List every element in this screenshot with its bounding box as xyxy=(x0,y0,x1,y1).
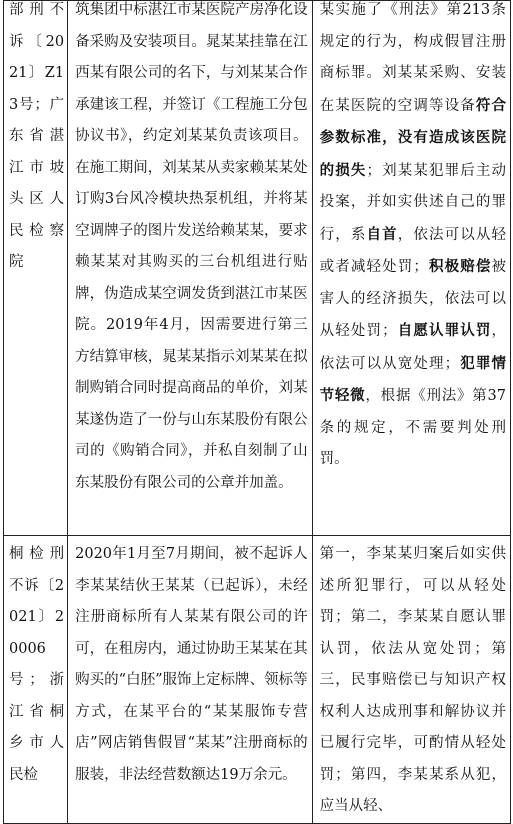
non-prosecution-reason-cell xyxy=(312,1,510,536)
case-number-text: 桐检刑不诉〔2021〕20006号；浙江省桐乡市人民检 xyxy=(9,546,65,783)
reason-text-segment: ；刘某某犯罪后主动投案，并如实供述自己的罪行，系 xyxy=(319,162,507,243)
case-number-text: 部刑不诉〔2021〕Z13号；广东省湛江市坡头区人民检察院 xyxy=(9,2,65,270)
case-number-cell xyxy=(4,536,68,824)
case-number-cell xyxy=(4,1,68,536)
case-facts-text: 2020年1月至7月期间，被不起诉人李某某结伙王某某（已起诉），未经注册商标所有人某某有限公司的许可，在租房内，通过协助王某某在其购买的“白胚”服饰上定标牌、领标等方式，在某平台的“某某服饰专营店”网店销售假冒“某某”注册商标的服装，非法经营数额达19万余元。 xyxy=(75,546,308,783)
table-row xyxy=(4,1,511,536)
reason-bold-segment: 积极赔偿 xyxy=(427,258,492,275)
non-prosecution-reason-cell xyxy=(312,536,510,824)
case-table xyxy=(3,0,511,824)
reason-bold-segment: 自愿认罪认罚 xyxy=(396,322,492,339)
case-facts-text: 筑集团中标湛江市某医院产房净化设备采购及安装项目。晁某某挂靠在江西某有限公司的名下，与刘某某合作承建该工程，并签订《工程施工分包协议书》，约定刘某某负责该项目。在施工期间，刘某某从卖家赖某某处订购3台风冷模块热泵机组，并将某空调牌子的图片发送给赖某某，要求赖某某对其购买的三台机组进行贴牌，伪造成某空调发货到湛江市某医院。2019年4月，因需要进行第三方结算审核，晁某某指示刘某某在拟制购销合同时提高商品的单价，刘某某遂伪造了一份与山东某股份有限公司的《购销合同》，并私自刻制了山东某股份有限公司的公章并加盖。 xyxy=(75,2,308,491)
case-facts-cell xyxy=(68,536,312,824)
reason-text-segment: ，根据《刑法》第37条的规定，不需要判处刑罚。 xyxy=(319,388,507,467)
reason-text-segment: ，依法可以从宽处理； xyxy=(319,323,507,372)
reason-text-segment: ，依法可以从轻或者减轻处罚； xyxy=(319,226,507,275)
case-facts-cell xyxy=(68,1,312,536)
non-prosecution-reason-text: 第一，李某某归案后如实供述所犯罪行，可以从轻处罚；第二，李某某自愿认罪认罚，依法从宽处罚；第三，民事赔偿已与知识产权权利人达成刑事和解协议并已履行完毕，可酌情从轻处罚；第四，李某某系从犯，应当从轻、 xyxy=(319,546,506,814)
table-row xyxy=(4,536,511,824)
reason-text-segment: 某实施了《刑法》第213条规定的行为，构成假冒注册商标罪。刘某某采购、安装在某医院的空调等设备 xyxy=(319,2,506,114)
reason-bold-segment: 自首 xyxy=(366,225,398,243)
reason-bold-segment: 犯罪情节轻微 xyxy=(319,354,507,404)
reason-bold-segment: 符合参数标准，没有造成该医院的损失 xyxy=(319,96,507,179)
non-prosecution-reason-text xyxy=(313,1,510,476)
reason-text-segment: 被害人的经济损失，依法可以从轻处罚； xyxy=(319,259,507,339)
